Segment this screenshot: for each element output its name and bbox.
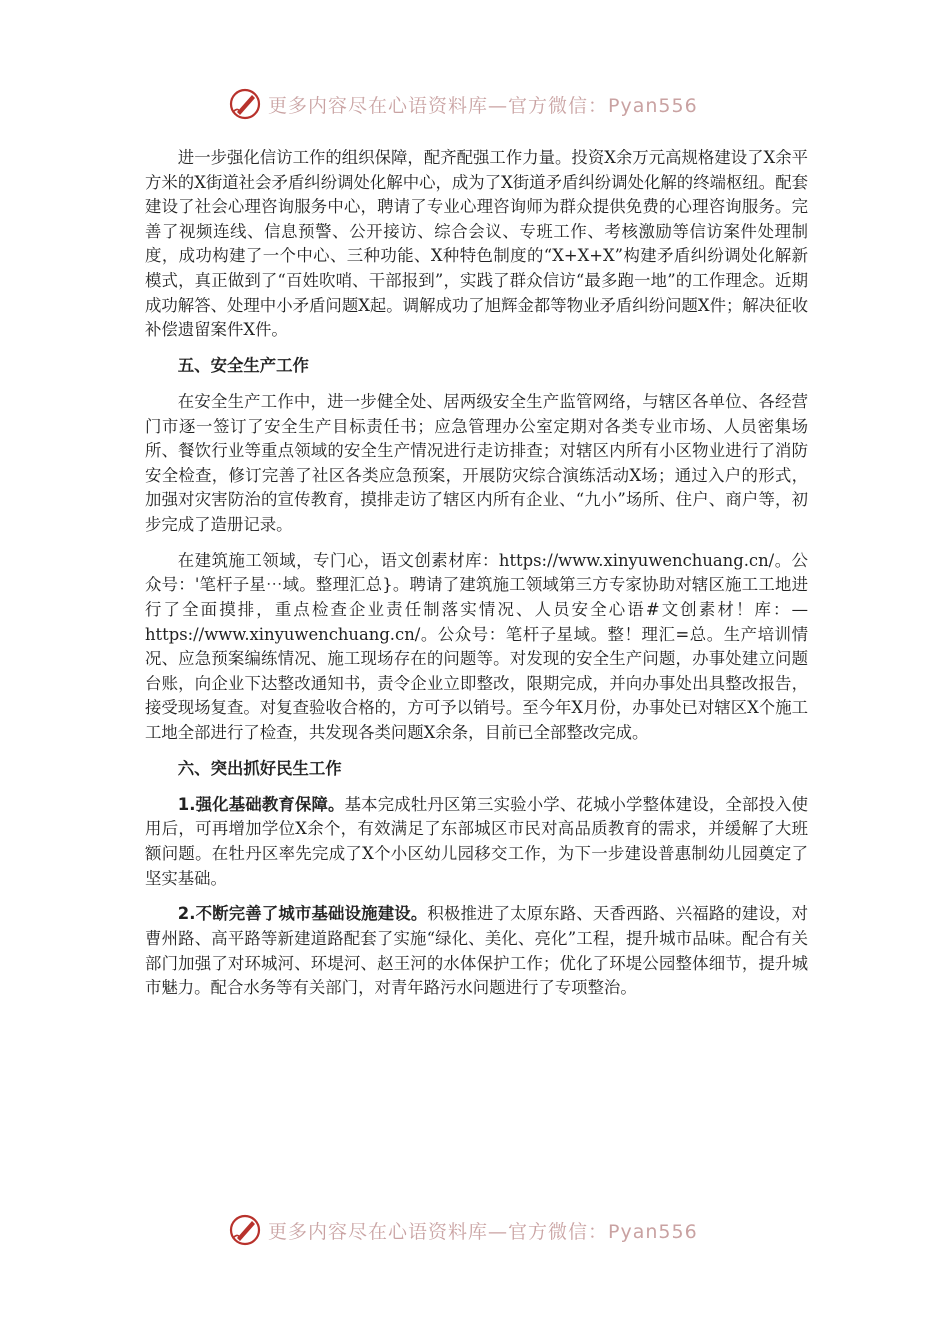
paragraph-construction: 在建筑施工领域，专门心，语文创素材库：https://www.xinyuwenchuang.cn/。公众号：'笔杆子星⋯域。整理汇总}。聘请了建筑施工领域第三方专家协助对辖区施工工地进行了全面摸排，重点检查企业责任制落实情况、人员安全心语#文创素材！库：—https://www.xinyuwenchuang.cn/。公众号：笔杆子星域。整！理汇=总。生产培训情况、应急预案编练情况、施工现场存在的问题等。对发现的安全生产问题，办事处建立问题台账，向企业下达整改通知书，责令企业立即整改，限期完成，并向办事处出具整改报告，接受现场复查。对复查验收合格的，方可予以销号。至今年X月份，办事处已对辖区X个施工工地全部进行了检查，共发现各类问题X余条，目前已全部整改完成。	[145, 550, 808, 742]
document-body	[145, 146, 808, 1012]
footer-wechat-id: Pyan556	[608, 1220, 698, 1243]
pen-logo-icon	[228, 1213, 262, 1247]
header-banner	[228, 84, 728, 124]
header-banner-text: 更多内容尽在心语资料库—官方微信：Pyan556	[268, 94, 698, 117]
footer-banner	[228, 1210, 728, 1250]
item-title-infrastructure: 2.不断完善了城市基础设施建设。	[177, 904, 428, 924]
footer-banner-text: 更多内容尽在心语资料库—官方微信：Pyan556	[268, 1220, 698, 1243]
section-heading-livelihood: 六、突出抓好民生工作	[177, 758, 342, 778]
section-heading-safety: 五、安全生产工作	[177, 356, 309, 376]
paragraph-safety: 在安全生产工作中，进一步健全处、居两级安全生产监管网络，与辖区各单位、各经营门市逐一签订了安全生产目标责任书；应急管理办公室定期对各类专业市场、人员密集场所、餐饮行业等重点领域的安全生产情况进行走访排查；对辖区内所有小区物业进行了消防安全检查，修订完善了社区各类应急预案，开展防灾综合演练活动X场；通过入户的形式，加强对灾害防治的宣传教育，摸排走访了辖区内所有企业、“九小”场所、住户、商户等，初步完成了造册记录。	[145, 391, 808, 534]
item-text-infrastructure: 积极推进了太原东路、天香西路、兴福路的建设，对曹州路、高平路等新建道路配套了实施“绿化、美化、亮化”工程，提升城市品味。配合有关部门加强了对环城河、环堤河、赵王河的水体保护工作；优化了环堤公园整体细节，提升城市魅力。配合水务等有关部门，对青年路污水问题进行了专项整治。	[145, 904, 808, 998]
item-title-education: 1.强化基础教育保障。	[177, 794, 345, 814]
item-text-education: 基本完成牡丹区第三实验小学、花城小学整体建设，全部投入使用后，可再增加学位X余个，有效满足了东部城区市民对高品质教育的需求，并缓解了大班额问题。在牡丹区率先完成了X个小区幼儿园移交工作，为下一步建设普惠制幼儿园奠定了坚实基础。	[145, 794, 809, 888]
pen-logo-icon	[228, 87, 262, 121]
paragraph-petition: 进一步强化信访工作的组织保障，配齐配强工作力量。投资X余万元高规格建设了X余平方米的X街道社会矛盾纠纷调处化解中心，成为了X街道矛盾纠纷调处化解的终端枢纽。配套建设了社会心理咨询服务中心，聘请了专业心理咨询师为群众提供免费的心理咨询服务。完善了视频连线、信息预警、公开接访、综合会议、专班工作、考核激励等信访案件处理制度，成功构建了一个中心、三种功能、X种特色制度的“X+X+X”构建矛盾纠纷调处化解新模式，真正做到了“百姓吹哨、干部报到”，实践了群众信访“最多跑一地”的工作理念。近期成功解答、处理中小矛盾问题X起。调解成功了旭辉金都等物业矛盾纠纷问题X件；解决征收补偿遗留案件X件。	[145, 148, 808, 340]
list-item-education	[145, 793, 808, 891]
list-item-infrastructure	[145, 902, 808, 1000]
header-wechat-id: Pyan556	[608, 94, 698, 117]
